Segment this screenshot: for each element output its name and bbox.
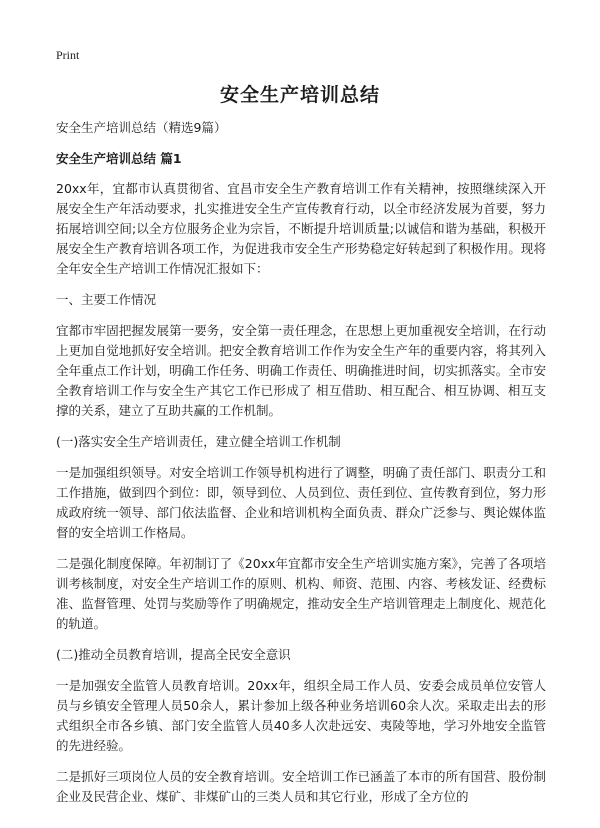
intro-paragraph: 20xx年，宜都市认真贯彻省、宜昌市安全生产教育培训工作有关精神，按照继续深入开展安全生产年活动要求，扎实推进安全生产宣传教育行动，以全市经济发展为首要，努力拓展培训空间;以全方位服务企业为宗旨，不断提升培训质量;以诚信和谐为基础，积极开展安全生产教育培训各项工作，为促进我市安全生产形势稳定好转起到了积极作用。现将全年安全生产培训工作情况汇报如下：: [56, 181, 546, 276]
main-work-paragraph: 宜都市牢固把握发展第一要务，安全第一责任理念，在思想上更加重视安全培训，在行动上更加自觉地抓好安全培训。把安全教育培训工作作为安全生产年的重要内容，将其列入全年重点工作计划，明确工作任务、明确工作责任、明确推进时间，切实抓落实。全市安全教育培训工作与安全生产其它工作已形成了 相互借助、相互配合、相互协调、相互支撑的关系，建立了互助共赢的工作机制。: [56, 323, 546, 418]
document-body: [56, 119, 546, 818]
section-heading-main-work: 一、主要工作情况: [56, 292, 157, 307]
chapter-heading: 安全生产培训总结 篇1: [56, 151, 182, 166]
supervisor-training-paragraph: 一是加强安全监管人员教育培训。20xx年，组织全局工作人员、安委会成员单位安管人员与乡镇安全管理人员50余人，累计参加上级各种业务培训60余人次。采取走出去的形式组织全市各乡镇、部门安全监管人员40多人次赴远安、夷陵等地，学习外地安全监管的先进经验。: [56, 678, 546, 753]
system-guarantee-paragraph: 二是强化制度保障。年初制订了《20xx年宜都市安全生产培训实施方案》，完善了各项培训考核制度，对安全生产培训工作的原则、机构、师资、范围、内容、考核发证、经费标准、监督管理、处罚与奖励等作了明确规定，推动安全生产培训管理走上制度化、规范化的轨道。: [56, 556, 546, 631]
subsection-heading-responsibility: (一)落实安全生产培训责任，建立健全培训工作机制: [56, 434, 341, 449]
subsection-heading-education: (二)推动全员教育培训，提高全民安全意识: [56, 647, 291, 662]
organization-leadership-paragraph: 一是加强组织领导。对安全培训工作领导机构进行了调整，明确了责任部门、职责分工和工作措施，做到四个到位：即，领导到位、人员到位、责任到位、宣传教育到位，努力形成政府统一领导、部门依法监督、企业和培训机构全面负责、群众广泛参与、舆论媒体监督的安全培训工作格局。: [56, 465, 546, 540]
page-title: 安全生产培训总结: [219, 84, 380, 106]
three-post-training-paragraph: 二是抓好三项岗位人员的安全教育培训。安全培训工作已涵盖了本市的所有国营、股份制企业及民营企业、煤矿、非煤矿山的三类人员和其它行业，形成了全方位的: [56, 769, 546, 804]
document-subtitle: 安全生产培训总结（精选9篇）: [56, 120, 227, 135]
print-link[interactable]: Print: [56, 48, 80, 62]
